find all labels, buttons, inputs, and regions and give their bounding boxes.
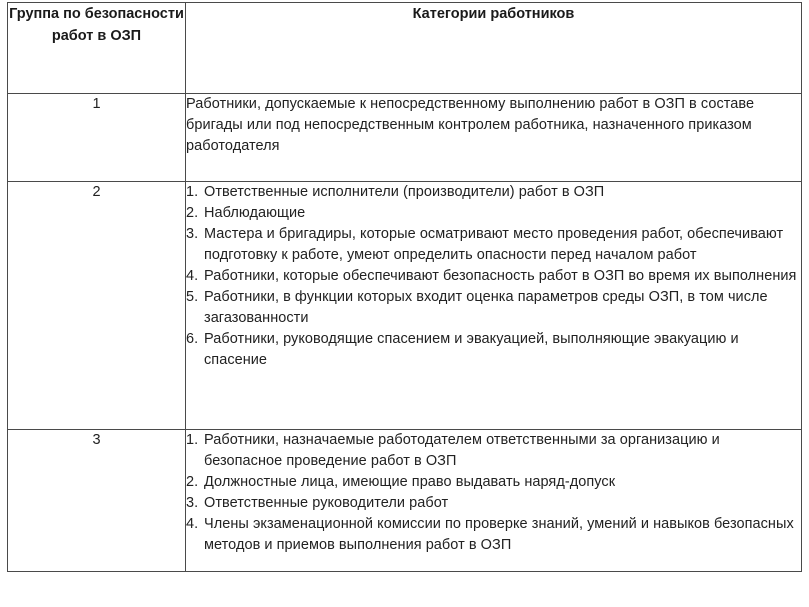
list-item-number: 1. (186, 432, 199, 448)
list-item-number: 4. (186, 516, 199, 532)
list-item-number: 2. (186, 474, 199, 490)
list-item-text: Работники, руководящие спасением и эвакуацией, выполняющие эвакуацию и спасение (204, 331, 739, 368)
list-item-text: Должностные лица, имеющие право выдавать наряд-допуск (204, 474, 616, 490)
group-number: 2 (8, 182, 186, 430)
list-item (186, 493, 801, 514)
list-item-number: 5. (186, 289, 199, 305)
list-item-number: 6. (186, 331, 199, 347)
list-item-text: Работники, назначаемые работодателем ответственными за организацию и безопасное проведение работ в ОЗП (204, 432, 720, 469)
header-categories: Категории работников (186, 3, 802, 94)
list-item-text: Ответственные исполнители (производители) работ в ОЗП (204, 184, 605, 200)
table-row (8, 182, 802, 430)
list-item-text: Ответственные руководители работ (204, 495, 449, 511)
list-item-number: 3. (186, 226, 199, 242)
category-list (186, 430, 801, 556)
list-item (186, 514, 801, 556)
list-item-text: Работники, в функции которых входит оценка параметров среды ОЗП, в том числе загазованности (204, 289, 768, 326)
list-item (186, 472, 801, 493)
table-row (8, 430, 802, 572)
list-item (186, 224, 801, 266)
group-number: 3 (8, 430, 186, 572)
list-item (186, 430, 801, 472)
table-row (8, 94, 802, 182)
list-item-text: Члены экзаменационной комиссии по проверке знаний, умений и навыков безопасных методов и приемов выполнения работ в ОЗП (204, 516, 794, 553)
category-list-cell (186, 430, 802, 572)
list-item-number: 3. (186, 495, 199, 511)
list-item-number: 2. (186, 205, 199, 221)
list-item (186, 266, 801, 287)
list-item-number: 4. (186, 268, 199, 284)
table-header-row (8, 3, 802, 94)
list-item (186, 329, 801, 371)
safety-groups-table (7, 2, 802, 572)
category-list-cell (186, 182, 802, 430)
category-text: Работники, допускаемые к непосредственному выполнению работ в ОЗП в составе бригады или под непосредственным контролем работника, назначенного приказом работодателя (186, 94, 802, 182)
list-item (186, 182, 801, 203)
category-list (186, 182, 801, 371)
list-item-number: 1. (186, 184, 199, 200)
list-item-text: Работники, которые обеспечивают безопасность работ в ОЗП во время их выполнения (204, 268, 797, 284)
list-item (186, 287, 801, 329)
list-item-text: Наблюдающие (204, 205, 306, 221)
header-group: Группа по безопасности работ в ОЗП (8, 3, 186, 94)
list-item-text: Мастера и бригадиры, которые осматривают место проведения работ, обеспечивают подготовку к работе, умеют определить опасности перед началом работ (204, 226, 784, 263)
group-number: 1 (8, 94, 186, 182)
list-item (186, 203, 801, 224)
